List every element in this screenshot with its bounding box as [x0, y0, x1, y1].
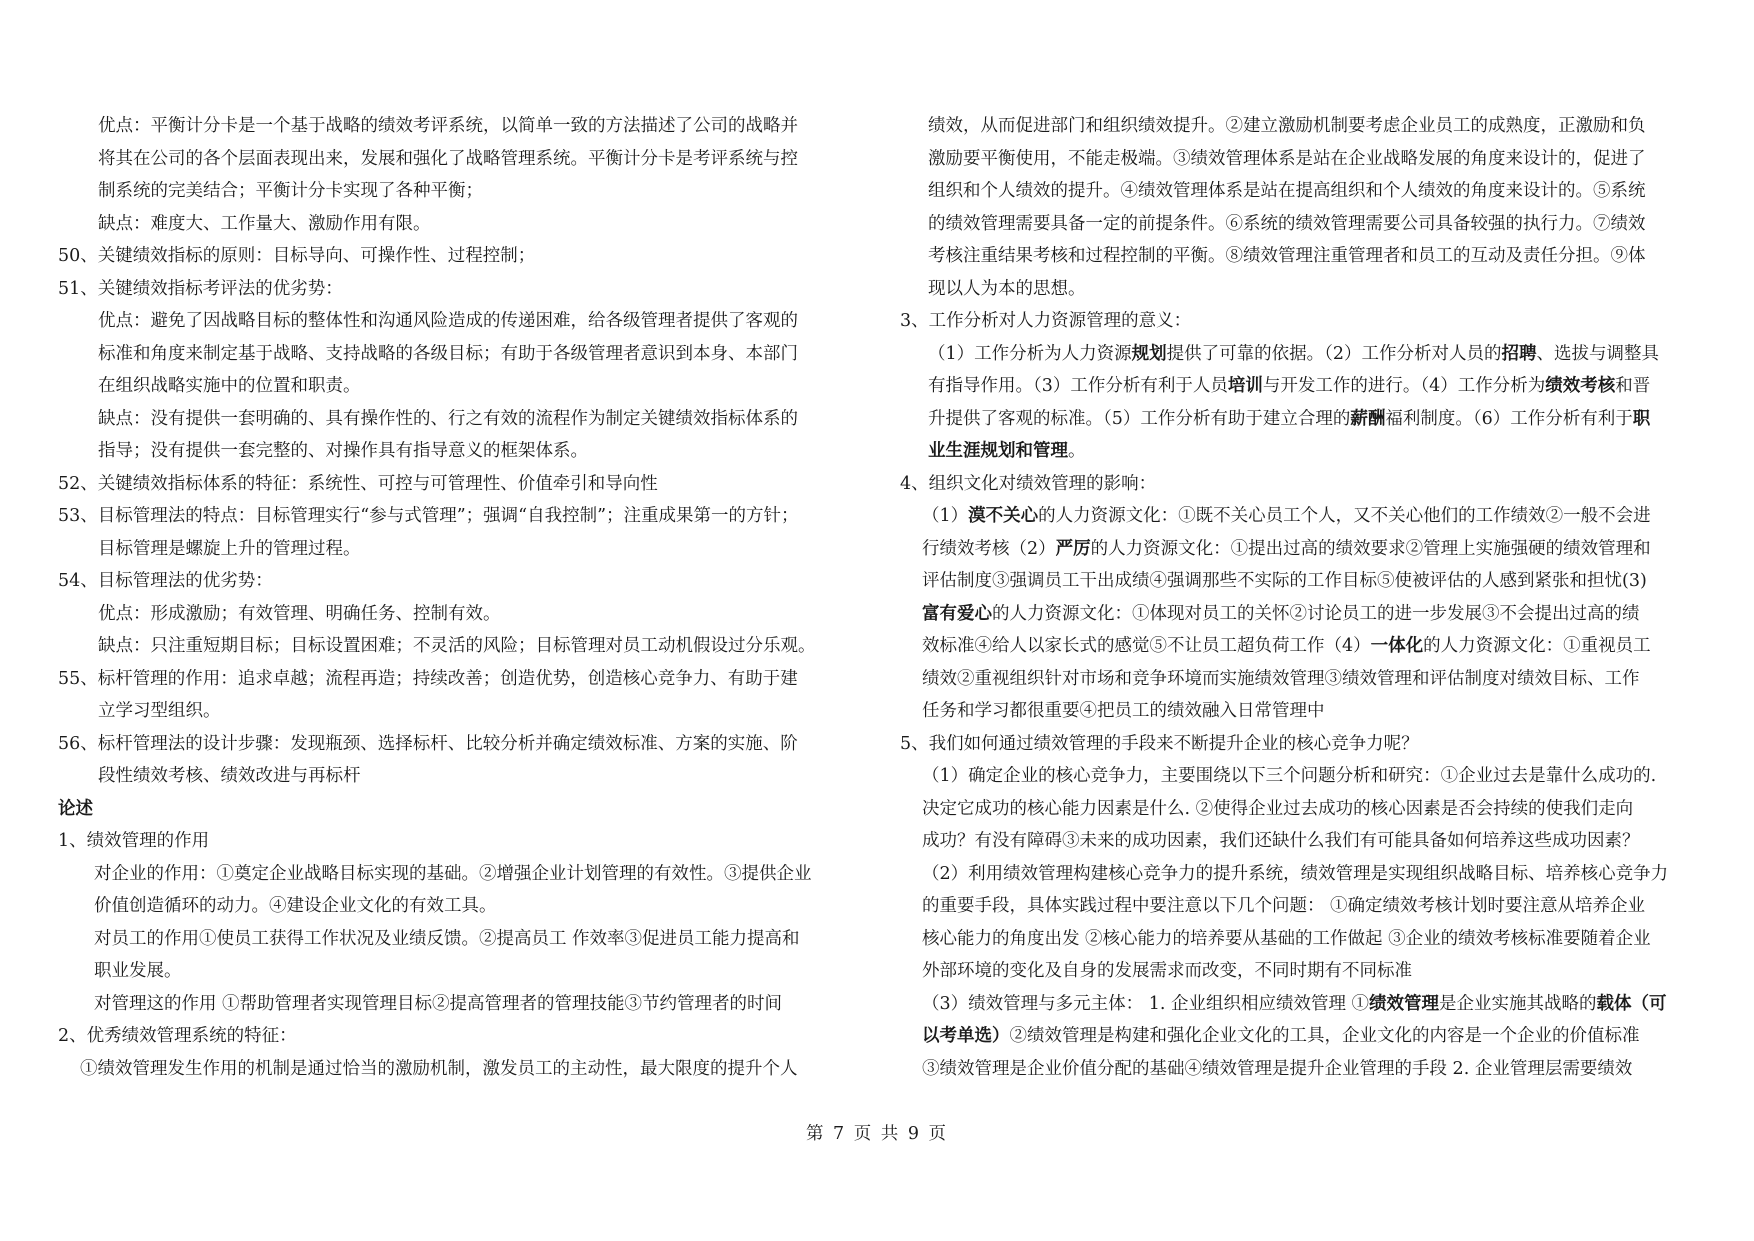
- emphasis-term: 严厉: [1055, 538, 1091, 559]
- right-text-line: 任务和学习都很重要④把员工的绩效融入日常管理中: [922, 701, 1325, 721]
- right-text-line: 3、工作分析对人力资源管理的意义：: [900, 311, 1192, 331]
- right-text-line: 富有爱心的人力资源文化：①体现对员工的关怀②讨论员工的进一步发展③不会提出过高的绩: [922, 603, 1640, 624]
- right-text-line: 业生涯规划和管理。: [928, 441, 1086, 461]
- emphasis-term: 薪酬: [1350, 408, 1386, 429]
- left-text-line: 对管理这的作用 ①帮助管理者实现管理目标②提高管理者的管理技能③节约管理者的时间: [94, 993, 783, 1014]
- right-text-line: 有指导作用。（3）工作分析有利于人员培训与开发工作的进行。（4）工作分析为绩效考核和晋: [928, 376, 1651, 396]
- right-text-line: 决定它成功的核心能力因素是什么. ②使得企业过去成功的核心因素是否会持续的使我们走向: [922, 798, 1634, 819]
- left-text-line: 1、绩效管理的作用: [58, 831, 210, 851]
- right-text-line: 5、我们如何通过绩效管理的手段来不断提升企业的核心竞争力呢？: [900, 733, 1419, 754]
- right-text-line: 升提供了客观的标准。（5）工作分析有助于建立合理的薪酬福利制度。（6）工作分析有利于职: [928, 408, 1651, 429]
- right-text-line: 绩效②重视组织针对市场和竞争环境而实施绩效管理③绩效管理和评估制度对绩效目标、工作: [922, 668, 1640, 689]
- right-text-line: 评估制度③强调员工干出成绩④强调那些不实际的工作目标⑤使被评估的人感到紧张和担忧(3): [922, 571, 1647, 591]
- left-text-line: 2、优秀绩效管理系统的特征：: [58, 1026, 297, 1046]
- right-text-line: 现以人为本的思想。: [928, 278, 1086, 299]
- left-text-line: 优点：平衡计分卡是一个基于战略的绩效考评系统，以简单一致的方法描述了公司的战略并: [98, 116, 798, 136]
- right-text-line: 的绩效管理需要具备一定的前提条件。⑥系统的绩效管理需要公司具备较强的执行力。⑦绩效: [928, 213, 1646, 234]
- left-text-line: 段性绩效考核、绩效改进与再标杆: [98, 766, 361, 786]
- left-column: [58, 110, 860, 1085]
- right-text-line: （1）工作分析为人力资源规划提供了可靠的依据。（2）工作分析对人员的招聘、选拔与调整具: [928, 343, 1660, 364]
- emphasis-term: 载体（可: [1596, 993, 1667, 1014]
- left-text-line: 价值创造循环的动力。④建设企业文化的有效工具。: [94, 896, 497, 916]
- left-text-line: 51、关键绩效指标考评法的优劣势：: [58, 278, 343, 299]
- right-text-line: 效标准④给人以家长式的感觉⑤不让员工超负荷工作（4）一体化的人力资源文化：①重视员工: [922, 636, 1651, 656]
- emphasis-term: 职: [1632, 408, 1651, 429]
- right-text-line: 外部环境的变化及自身的发展需求而改变，不同时期有不同标准: [922, 961, 1412, 981]
- left-text-line: 制系统的完美结合；平衡计分卡实现了各种平衡；: [98, 181, 483, 201]
- right-text-line: 4、组织文化对绩效管理的影响：: [900, 473, 1157, 494]
- right-text-line: （1）漠不关心的人力资源文化：①既不关心员工个人，又不关心他们的工作绩效②一般不会进: [922, 506, 1651, 526]
- right-text-line: 成功？有没有障碍③未来的成功因素，我们还缺什么我们有可能具备如何培养这些成功因素？: [922, 831, 1640, 851]
- right-text-line: 以考单选）②绩效管理是构建和强化企业文化的工具，企业文化的内容是一个企业的价值标准: [922, 1026, 1640, 1046]
- emphasis-term: 培训: [1227, 376, 1263, 396]
- emphasis-term: 一体化: [1370, 636, 1424, 656]
- left-text-line: 缺点：只注重短期目标；目标设置困难；不灵活的风险；目标管理对员工动机假设过分乐观。: [98, 636, 816, 656]
- right-text-line: 行绩效考核（2）严厉的人力资源文化：①提出过高的绩效要求②管理上实施强硬的绩效管理和: [922, 538, 1651, 559]
- left-text-line: 缺点：难度大、工作量大、激励作用有限。: [98, 213, 431, 234]
- right-text-line: （1）确定企业的核心竞争力，主要围绕以下三个问题分析和研究：①企业过去是靠什么成功的.: [922, 766, 1657, 786]
- left-text-line: 50、关键绩效指标的原则：目标导向、可操作性、过程控制；: [58, 246, 536, 266]
- emphasis-term: 漠不关心: [968, 506, 1039, 526]
- emphasis-term: 以考单选）: [922, 1026, 1010, 1046]
- right-text-line: 考核注重结果考核和过程控制的平衡。⑧绩效管理注重管理者和员工的互动及责任分担。⑨体: [928, 246, 1646, 266]
- emphasis-term: 规划: [1131, 343, 1167, 364]
- emphasis-term: 绩效管理: [1369, 993, 1440, 1014]
- right-column: [900, 110, 1708, 1085]
- page-number: 第 7 页 共 9 页: [805, 1124, 949, 1144]
- left-text-line: 56、标杆管理法的设计步骤：发现瓶颈、选择标杆、比较分析并确定绩效标准、方案的实施、阶: [58, 733, 798, 754]
- right-text-line: ③绩效管理是企业价值分配的基础④绩效管理是提升企业管理的手段 2. 企业管理层需要绩效: [922, 1058, 1633, 1079]
- left-text-line: ①绩效管理发生作用的机制是通过恰当的激励机制，激发员工的主动性，最大限度的提升个人: [80, 1058, 798, 1079]
- left-text-line: 优点：避免了因战略目标的整体性和沟通风险造成的传递困难，给各级管理者提供了客观的: [98, 311, 798, 331]
- left-text-line: 论述: [58, 798, 93, 819]
- right-text-line: 激励要平衡使用，不能走极端。③绩效管理体系是站在企业战略发展的角度来设计的，促进了: [928, 148, 1646, 169]
- right-text-line: （2）利用绩效管理构建核心竞争力的提升系统，绩效管理是实现组织战略目标、培养核心竞争力: [922, 863, 1669, 884]
- right-text-line: 的重要手段，具体实践过程中要注意以下几个问题： ①确定绩效考核计划时要注意从培养企业: [922, 896, 1646, 916]
- left-text-line: 54、目标管理法的优劣势：: [58, 571, 273, 591]
- left-text-line: 将其在公司的各个层面表现出来，发展和强化了战略管理系统。平衡计分卡是考评系统与控: [98, 148, 798, 169]
- left-text-line: 在组织战略实施中的位置和职责。: [98, 376, 361, 396]
- right-text-line: 绩效，从而促进部门和组织绩效提升。②建立激励机制要考虑企业员工的成熟度，正激励和负: [928, 116, 1646, 136]
- emphasis-term: 招聘: [1501, 343, 1537, 364]
- left-text-line: 对企业的作用：①奠定企业战略目标实现的基础。②增强企业计划管理的有效性。③提供企业: [94, 863, 812, 884]
- right-text-line: 核心能力的角度出发 ②核心能力的培养要从基础的工作做起 ③企业的绩效考核标准要随着企业: [922, 928, 1651, 949]
- left-text-line: 指导；没有提供一套完整的、对操作具有指导意义的框架体系。: [98, 441, 588, 461]
- left-text-line: 53、目标管理法的特点：目标管理实行“参与式管理”；强调“自我控制”；注重成果第一的方针；: [58, 506, 799, 526]
- emphasis-term: 富有爱心: [922, 603, 992, 624]
- left-text-line: 缺点：没有提供一套明确的、具有操作性的、行之有效的流程作为制定关键绩效指标体系的: [98, 408, 798, 429]
- left-text-line: 55、标杆管理的作用：追求卓越；流程再造；持续改善；创造优势，创造核心竞争力、有助于建: [58, 668, 798, 689]
- left-text-line: 立学习型组织。: [98, 701, 221, 721]
- left-text-line: 目标管理是螺旋上升的管理过程。: [98, 538, 361, 559]
- left-text-line: 标准和角度来制定基于战略、支持战略的各级目标；有助于各级管理者意识到本身、本部门: [98, 343, 798, 364]
- right-text-line: （3）绩效管理与多元主体： 1. 企业组织相应绩效管理 ①绩效管理是企业实施其战略的载体（可: [922, 993, 1667, 1014]
- right-text-line: 组织和个人绩效的提升。④绩效管理体系是站在提高组织和个人绩效的角度来设计的。⑤系统: [928, 181, 1646, 201]
- emphasis-term: 业生涯规划和管理: [928, 441, 1068, 461]
- left-text-line: 优点：形成激励；有效管理、明确任务、控制有效。: [98, 603, 501, 624]
- left-text-line: 对员工的作用①使员工获得工作状况及业绩反馈。②提高员工 作效率③促进员工能力提高和: [94, 928, 800, 949]
- left-text-line: 52、关键绩效指标体系的特征：系统性、可控与可管理性、价值牵引和导向性: [58, 473, 658, 494]
- emphasis-term: 绩效考核: [1545, 376, 1616, 396]
- left-text-line: 职业发展。: [94, 961, 182, 981]
